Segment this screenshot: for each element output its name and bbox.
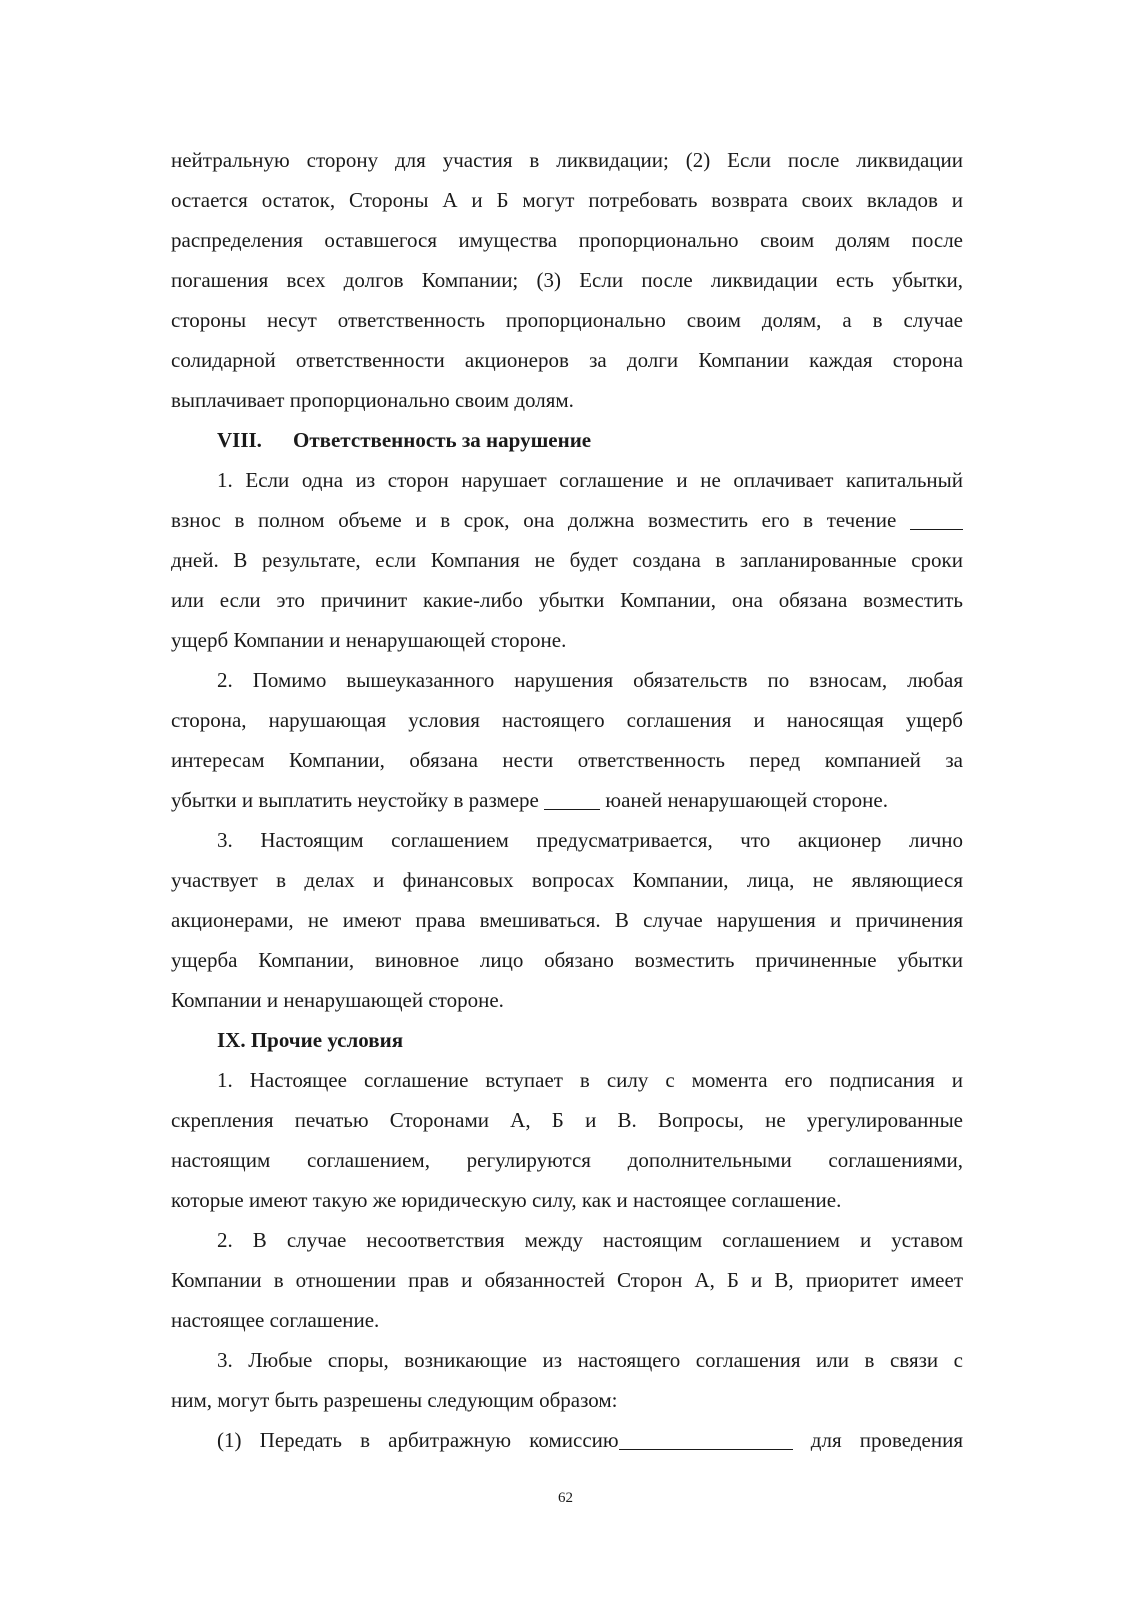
text-line: сторона, нарушающая условия настоящего соглашения и наносящая ущерб	[171, 708, 963, 732]
text-line: которые имеют такую же юридическую силу, как и настоящее соглашение.	[171, 1188, 842, 1212]
text-line: 1. Настоящее соглашение вступает в силу с момента его подписания и	[217, 1068, 963, 1092]
text-line: погашения всех долгов Компании; (3) Если после ликвидации есть убытки,	[171, 268, 963, 292]
text-line: 2. В случае несоответствия между настоящим соглашением и уставом	[217, 1228, 963, 1252]
text-line: скрепления печатью Сторонами А, Б и В. Вопросы, не урегулированные	[171, 1108, 963, 1132]
text-line: 3. Любые споры, возникающие из настоящего соглашения или в связи с	[217, 1348, 963, 1372]
section-8-paragraph-3	[171, 820, 963, 1020]
section-8-paragraph-2	[171, 660, 963, 820]
section-9-item-1	[171, 1420, 963, 1460]
text-line	[171, 500, 963, 540]
text-line: солидарной ответственности акционеров за долги Компании каждая сторона	[171, 348, 963, 372]
text-line: интересам Компании, обязана нести ответственность перед компанией за	[171, 748, 963, 772]
text-line: 2. Помимо вышеуказанного нарушения обязательств по взносам, любая	[217, 668, 963, 692]
document-page	[171, 140, 963, 1460]
text-line: акционерами, не имеют права вмешиваться. В случае нарушения и причинения	[171, 908, 963, 932]
section-9-paragraph-3	[171, 1340, 963, 1420]
text-line: выплачивает пропорционально своим долям.	[171, 388, 574, 412]
text-line: Компании в отношении прав и обязанностей Сторон А, Б и В, приоритет имеет	[171, 1268, 963, 1292]
text-fragment: взнос в полном объеме и в срок, она должна возместить его в течение	[171, 508, 897, 532]
text-line: стороны несут ответственность пропорционально своим долям, а в случае	[171, 308, 963, 332]
text-line: участвует в делах и финансовых вопросах Компании, лица, не являющиеся	[171, 868, 963, 892]
text-line: нейтральную сторону для участия в ликвидации; (2) Если после ликвидации	[171, 148, 963, 172]
text-line: ущерб Компании и ненарушающей стороне.	[171, 628, 567, 652]
text-fragment: для проведения	[810, 1428, 963, 1452]
blank-penalty-amount-field[interactable]	[544, 787, 600, 810]
section-9-heading: IX. Прочие условия	[217, 1028, 404, 1052]
section-9-paragraph-2	[171, 1220, 963, 1340]
text-line: или если это причинит какие-либо убытки Компании, она обязана возместить	[171, 588, 963, 612]
text-line: 3. Настоящим соглашением предусматривается, что акционер лично	[217, 828, 963, 852]
blank-arbitration-commission-field[interactable]	[619, 1427, 793, 1450]
section-9-paragraph-1	[171, 1060, 963, 1220]
text-line: ним, могут быть разрешены следующим образом:	[171, 1388, 618, 1412]
section-8-title: Ответственность за нарушение	[293, 428, 592, 452]
text-line: настоящее соглашение.	[171, 1308, 380, 1332]
page-number: 62	[558, 1490, 573, 1506]
text-fragment: юаней ненарушающей стороне.	[605, 788, 888, 812]
text-line: остается остаток, Стороны А и Б могут потребовать возврата своих вкладов и	[171, 188, 963, 212]
text-line: настоящим соглашением, регулируются дополнительными соглашениями,	[171, 1148, 963, 1172]
text-line: ущерба Компании, виновное лицо обязано возместить причиненные убытки	[171, 948, 963, 972]
section-8-paragraph-1	[171, 460, 963, 660]
text-line: 1. Если одна из сторон нарушает соглашение и не оплачивает капитальный	[217, 468, 963, 492]
text-line	[171, 780, 963, 820]
text-fragment: (1) Передать в арбитражную комиссию	[217, 1428, 619, 1452]
text-line: дней. В результате, если Компания не будет создана в запланированные сроки	[171, 548, 963, 572]
text-line: Компании и ненарушающей стороне.	[171, 988, 504, 1012]
text-fragment: убытки и выплатить неустойку в размере	[171, 788, 539, 812]
text-line: распределения оставшегося имущества пропорционально своим долям после	[171, 228, 963, 252]
carryover-paragraph	[171, 140, 963, 420]
blank-days-field[interactable]	[910, 507, 963, 530]
section-8-number: VIII.	[217, 428, 262, 452]
section-8-heading	[171, 420, 963, 460]
